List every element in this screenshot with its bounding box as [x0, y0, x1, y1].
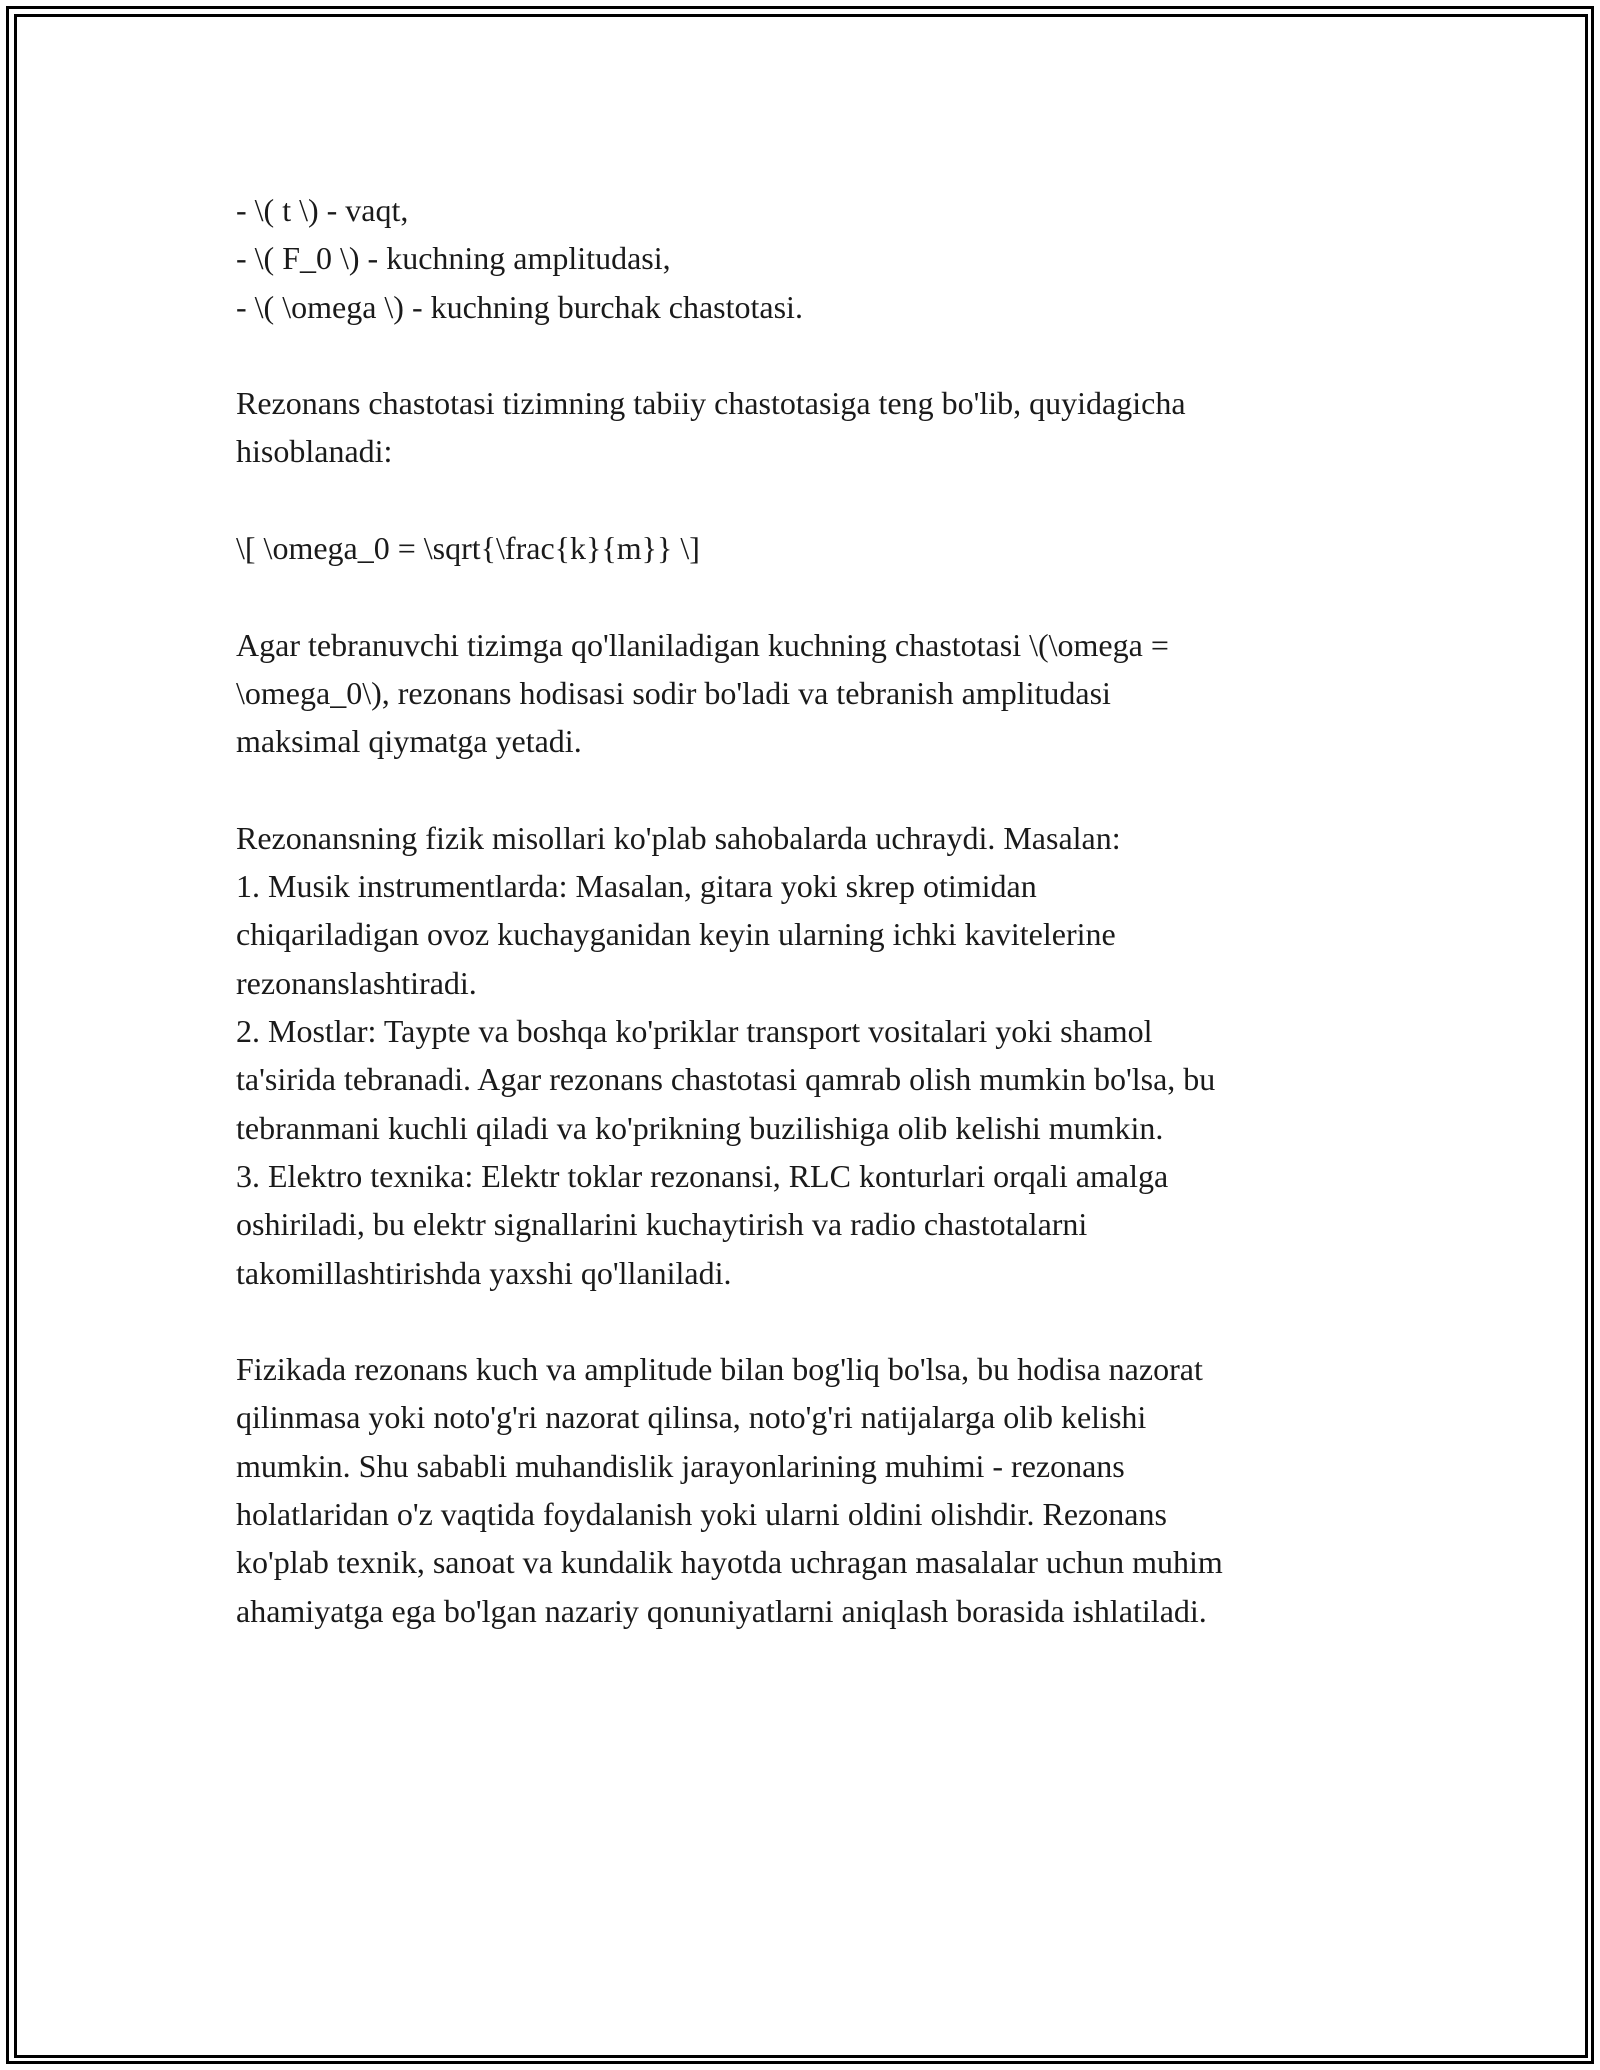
definition-line: - \( t \) - vaqt,	[236, 192, 409, 228]
text-line: Agar tebranuvchi tizimga qo'llaniladigan kuchning chastotasi \(\omega =	[236, 626, 1169, 663]
text-line: oshiriladi, bu elektr signallarini kuchaytirish va radio chastotalarni	[236, 1206, 1088, 1243]
text-line: rezonanslashtiradi.	[236, 964, 477, 1001]
definition-line: - \( F_0 \) - kuchning amplitudasi,	[236, 240, 671, 277]
text-line: 3. Elektro texnika: Elektr toklar rezonansi, RLC konturlari orqali amalga	[236, 1157, 1169, 1194]
text-line: Rezonansning fizik misollari ko'plab sahobalarda uchraydi. Masalan:	[236, 819, 1121, 856]
text-line: ta'sirida tebranadi. Agar rezonans chastotasi qamrab olish mumkin bo'lsa, bu	[236, 1061, 1216, 1098]
text-line: hisoblanadi:	[236, 433, 393, 470]
paragraph-gap	[236, 1297, 1386, 1345]
text-line: Rezonans chastotasi tizimning tabiiy chastotasiga teng bo'lib, quyidagicha	[236, 385, 1186, 422]
text-line: 1. Musik instrumentlarda: Masalan, gitara yoki skrep otimidan	[236, 868, 1037, 905]
text-line: ko'plab texnik, sanoat va kundalik hayotda uchragan masalalar uchun muhim	[236, 1544, 1223, 1581]
definitions-list	[236, 186, 1386, 331]
text-line: Fizikada rezonans kuch va amplitude bilan bog'liq bo'lsa, bu hodisa nazorat	[236, 1351, 1203, 1388]
paragraph-gap	[236, 476, 1386, 524]
text-line: chiqariladigan ovoz kuchayganidan keyin ularning ichki kavitelerine	[236, 916, 1116, 953]
text-line: qilinmasa yoki noto'g'ri nazorat qilinsa, noto'g'ri natijalarga olib kelishi	[236, 1399, 1147, 1436]
text-line: holatlaridan o'z vaqtida foydalanish yoki ularni oldini olishdir. Rezonans	[236, 1496, 1167, 1533]
paragraph-gap	[236, 766, 1386, 814]
document-body	[236, 186, 1386, 1635]
text-line: takomillashtirishda yaxshi qo'llaniladi.	[236, 1254, 732, 1291]
text-line: tebranmani kuchli qiladi va ko'prikning buzilishiga olib kelishi mumkin.	[236, 1109, 1164, 1146]
paragraph-examples	[236, 814, 1386, 1297]
text-line: maksimal qiymatga yetadi.	[236, 723, 582, 760]
paragraph-resonance-condition	[236, 621, 1386, 766]
definition-line: - \( \omega \) - kuchning burchak chastotasi.	[236, 288, 803, 325]
paragraph-conclusion	[236, 1345, 1386, 1635]
formula: \[ \omega_0 = \sqrt{\frac{k}{m}} \]	[236, 530, 700, 567]
text-line: 2. Mostlar: Taypte va boshqa ko'priklar transport vositalari yoki shamol	[236, 1013, 1153, 1050]
paragraph-gap	[236, 331, 1386, 379]
text-line: \omega_0\), rezonans hodisasi sodir bo'ladi va tebranish amplitudasi	[236, 674, 1111, 711]
text-line: ahamiyatga ega bo'lgan nazariy qonuniyatlarni aniqlash borasida ishlatiladi.	[236, 1592, 1207, 1629]
paragraph-gap	[236, 572, 1386, 620]
text-line: mumkin. Shu sababli muhandislik jarayonlarining muhimi - rezonans	[236, 1447, 1125, 1484]
paragraph-resonance-frequency	[236, 379, 1386, 476]
